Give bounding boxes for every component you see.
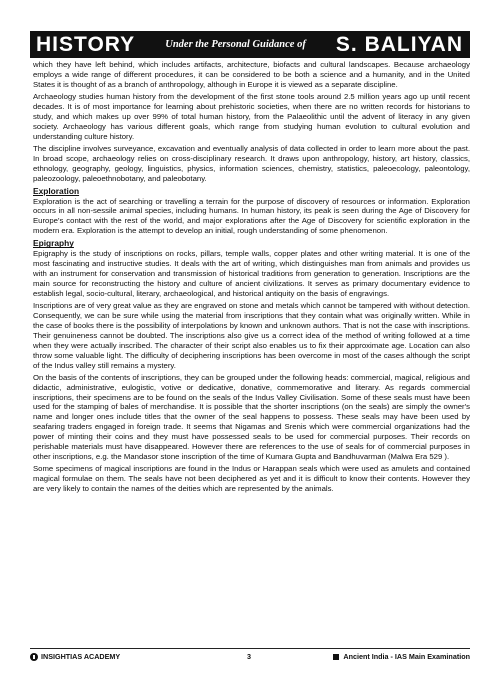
paragraph: Archaeology studies human history from the development of the first stone tools around 2.5 million years ago up until recent decades. It is of most importance for learning about prehistoric societies, when there are no written records for historians to study, and which makes up over 99% of total human history, from the Palaeolithic until the advent of literacy in any given society. Archaeology has various different goals, which range from studying human evolution to cultural evolution and understanding culture history. (33, 92, 470, 141)
paragraph: Epigraphy is the study of inscriptions on rocks, pillars, temple walls, copper plates and other writing material. It is one of the most fascinating and instructive studies. It deals with the art of writing, which distinguishes man from animals and provides us with an instrument for conservation and transmission of historical traditions from generation to generation. Inscriptions are the main source for reconstructing the history and culture of ancient civilizations. It serves as primary documentary evidence to establish legal, socio-cultural, literary, archaeological, and historical antiquity on the basis of engravings. (33, 249, 470, 298)
square-bullet-icon (333, 654, 339, 660)
section-heading-exploration: Exploration (33, 185, 80, 196)
paragraph: Inscriptions are of very great value as they are engraved on stone and metals which cannot be tampered with without detection. Consequently, we can be sure while using the material from inscriptions that they contain what was originally written. While in the case of books there is the possibility of interpolations by known and unknown authors. That is not the case with inscriptions. Their genuineness cannot be doubted. The inscriptions also give us a correct idea of the method of writing followed at a time when they were actually inscribed. The character of their script also enables us to fix their approximate age. Location can also throw some valuable light. The difficulty of deciphering inscriptions has been overcome in most of the cases although the script of the Indus valley still remains a mystery. (33, 301, 470, 370)
section-heading-epigraphy: Epigraphy (33, 238, 74, 249)
footer-academy: INSIGHTIAS ACADEMY (41, 652, 121, 661)
body-text (33, 60, 470, 496)
academy-logo-icon (30, 653, 38, 661)
banner-author: S. BALIYAN (335, 33, 463, 56)
footer-right (333, 652, 470, 661)
banner-subject: HISTORY (36, 33, 136, 56)
paragraph: The discipline involves surveyance, excavation and eventually analysis of data collected in order to learn more about the past. In broad scope, archaeology relies on cross-disciplinary research. It draws upon anthropology, history, art history, classics, ethnology, geography, geology, linguistics, physics, information sciences, chemistry, statistics, paleoecology, paleontology, paleozoology, paleoethnobotany, and paleobotany. (33, 143, 470, 183)
banner-guidance: Under the Personal Guidance of (165, 39, 306, 50)
page-number: 3 (247, 652, 251, 661)
paragraph: Exploration is the act of searching or travelling a terrain for the purpose of discovery of resources or information. Exploration occurs in all non-sessile animal species, including humans. In human history, its peak is seen during the Age of Discovery for Europe's contact with the rest of the world, and major explorations after the Age of Discovery for scientific exploration in the modern era. Exploration is the attempt to develop an initial, rough understanding of some phenomenon. (33, 196, 470, 236)
paragraph: Some specimens of magical inscriptions are found in the Indus or Harappan seals which were used as amulets and contained magical formulae on them. The seals have not been deciphered as yet and it is difficult to know their contents. However they are very likely to contain the names of the deities which are represented by the animals. (33, 464, 470, 494)
footer-left (30, 652, 120, 661)
paragraph: which they have left behind, which includes artifacts, architecture, biofacts and cultural landscapes. Because archaeology employs a wide range of different procedures, it can be considered to be both a science and a humanity, and in the United States it is thought of as a branch of anthropology, although in Europe it is viewed as a separate discipline. (33, 60, 470, 89)
paragraph: On the basis of the contents of inscriptions, they can be grouped under the following heads: commercial, magical, religious and didactic, administrative, eulogistic, votive or dedicative, donative, commemorative and literary. As regards commercial inscriptions, their specimens are to be found on the seals of the Indus Valley Civilisation. Some of these seals must have been used for the stamping of bales of merchandise. It is possible that the shorter inscriptions (on the seals) are simply the owner's name and longer ones include titles that the owner of the seal happens to possess. These seals may have been used by seafaring traders engaged in foreign trade. It seems that Nigamas and Srenis which were commercial organizations had the power of minting their coins and they must have possessed seals to be used for commercial purposes. Their records on perishable materials must have disappeared. However there are references to the use of seals for of commercial purposes in other inscriptions, e.g. the Mandasor stone inscription of the time of Kumara Gupta and Bandhuvarman (Malwa Era 529 ). (33, 372, 470, 461)
footer-exam: Ancient India - IAS Main Examination (343, 652, 470, 661)
title-banner (30, 31, 470, 58)
page-footer (30, 648, 470, 662)
